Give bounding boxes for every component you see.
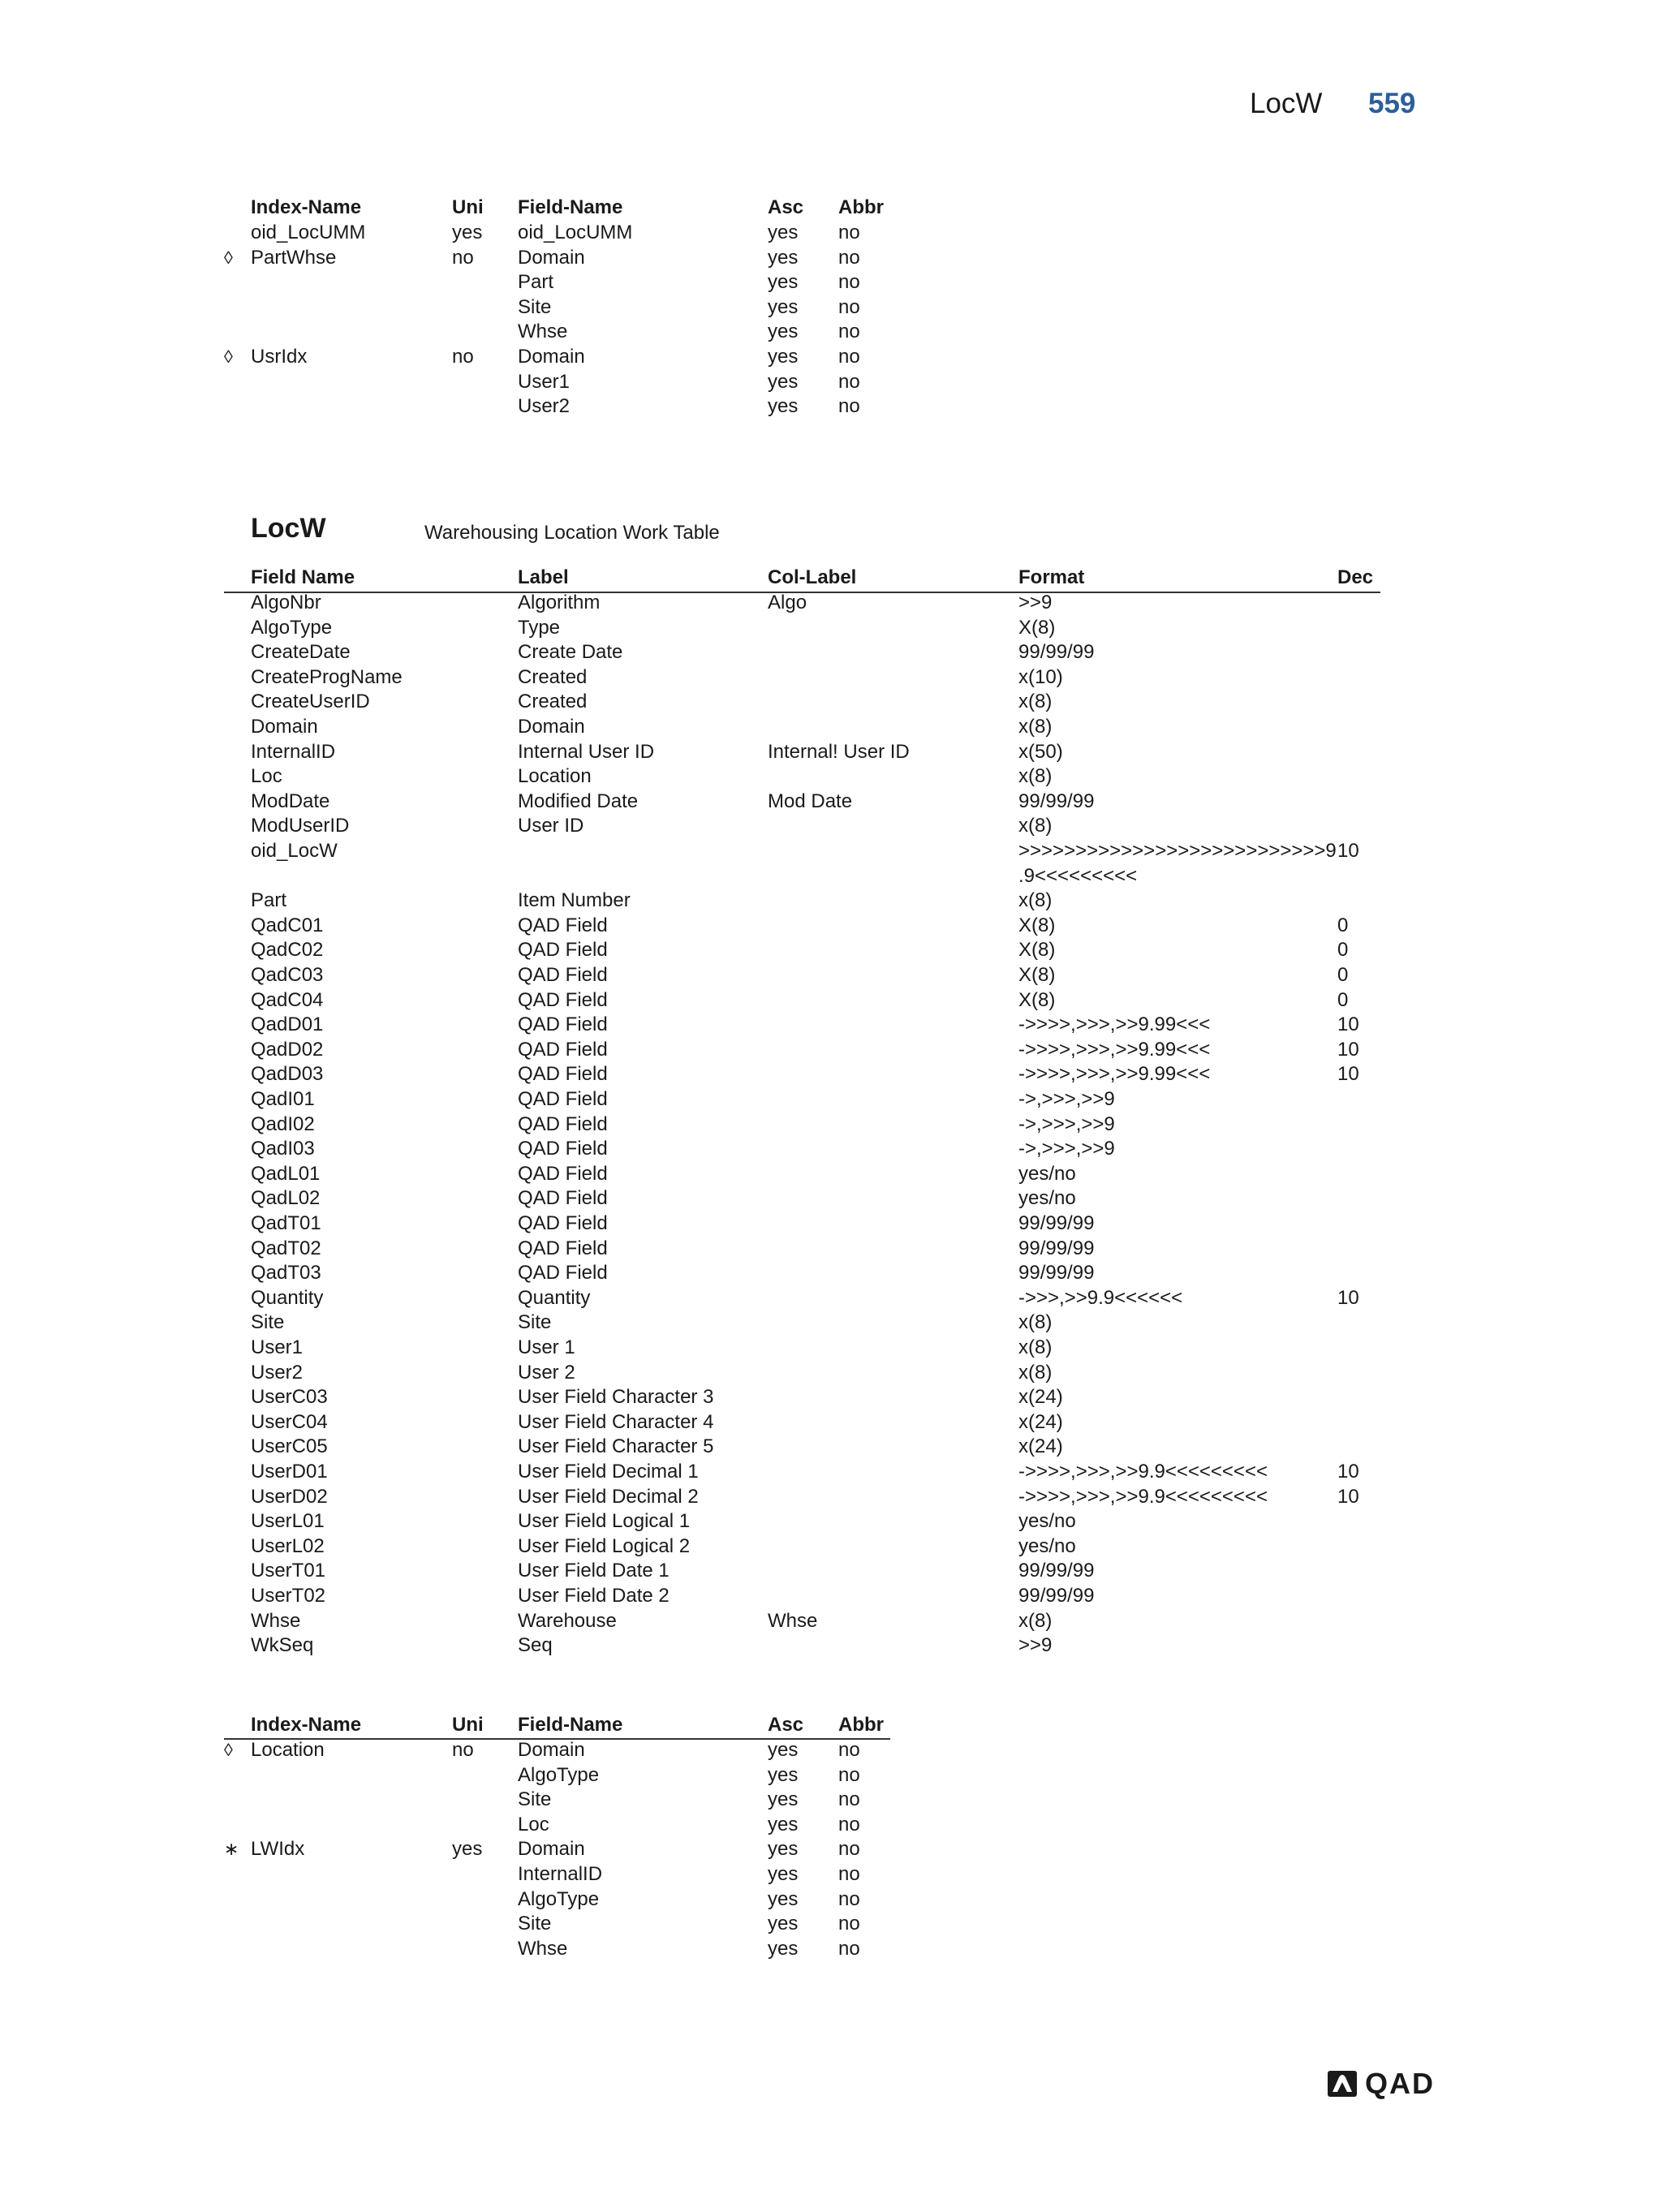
label-cell: QAD Field <box>518 1113 608 1135</box>
table-row <box>0 1136 1662 1161</box>
label-cell: QAD Field <box>518 1088 608 1110</box>
field-name-cell: UserD02 <box>251 1486 328 1508</box>
table-row <box>0 394 1662 419</box>
label-cell: Domain <box>518 716 585 738</box>
col-header-field-name: Field-Name <box>518 1714 623 1736</box>
label-cell: QAD Field <box>518 1187 608 1209</box>
field-name-cell: QadC02 <box>251 939 324 961</box>
table-row <box>0 789 1662 814</box>
label-cell: User Field Character 3 <box>518 1386 714 1408</box>
abbr-cell: no <box>838 295 860 318</box>
field-name-cell: Domain <box>518 1739 585 1761</box>
qad-logo <box>1328 2068 1445 2100</box>
label-cell: User Field Decimal 1 <box>518 1461 699 1483</box>
format-cell: x(8) <box>1018 815 1053 837</box>
index-marker: ◊ <box>224 247 233 268</box>
table-row <box>0 319 1662 344</box>
table-row <box>0 863 1662 889</box>
format-cell: >>9 <box>1018 1634 1053 1656</box>
dec-cell: 10 <box>1337 1287 1359 1309</box>
dec-cell: 10 <box>1337 1461 1359 1483</box>
abbr-cell: no <box>838 395 860 418</box>
abbr-cell: no <box>838 1763 860 1786</box>
format-cell: 99/99/99 <box>1018 1560 1095 1582</box>
dec-cell: 10 <box>1337 1063 1359 1085</box>
abbr-cell: no <box>838 222 860 243</box>
table-row <box>0 1310 1662 1335</box>
table-row <box>0 888 1662 913</box>
label-cell: Algorithm <box>518 592 601 613</box>
field-name-cell: QadC04 <box>251 989 324 1011</box>
table-row <box>0 1508 1662 1534</box>
abbr-cell: no <box>838 1887 860 1910</box>
format-cell: x(8) <box>1018 1610 1053 1632</box>
field-name-cell: QadL02 <box>251 1187 321 1209</box>
field-name-cell: QadT02 <box>251 1237 321 1259</box>
table-row <box>0 1484 1662 1509</box>
field-name-cell: User1 <box>251 1336 304 1358</box>
table-row <box>0 220 1662 245</box>
abbr-cell: no <box>838 1788 860 1811</box>
table-row <box>0 813 1662 838</box>
col-label-cell: Internal! User ID <box>768 741 910 763</box>
table-row <box>0 962 1662 988</box>
table-row <box>0 1737 1662 1762</box>
field-name-cell: Domain <box>518 1838 585 1861</box>
format-cell: yes/no <box>1018 1510 1076 1532</box>
format-cell: ->,>>>,>>9 <box>1018 1138 1115 1160</box>
table-row <box>0 1787 1662 1812</box>
field-name-cell: QadI03 <box>251 1138 315 1160</box>
label-cell: Created <box>518 666 588 688</box>
field-name-cell: QadI01 <box>251 1088 315 1110</box>
index-name-cell: UsrIdx <box>251 346 308 368</box>
field-name-cell: InternalID <box>251 741 336 763</box>
field-name-cell: oid_LocUMM <box>518 222 633 243</box>
field-name-cell: WkSeq <box>251 1634 314 1656</box>
table-row <box>0 714 1662 739</box>
format-cell: X(8) <box>1018 617 1056 639</box>
format-cell: 99/99/99 <box>1018 641 1095 663</box>
table-row <box>0 1911 1662 1936</box>
dec-cell: 0 <box>1337 939 1349 961</box>
dec-cell: 0 <box>1337 989 1349 1011</box>
field-name-cell: UserT01 <box>251 1560 326 1582</box>
dec-cell: 10 <box>1337 840 1359 862</box>
asc-cell: yes <box>768 346 799 368</box>
field-name-cell: UserC05 <box>251 1435 328 1457</box>
field-name-cell: CreateUserID <box>251 691 370 712</box>
table-row <box>0 1836 1662 1861</box>
table-row <box>0 838 1662 863</box>
field-name-cell: QadI02 <box>251 1113 315 1135</box>
format-cell: x(8) <box>1018 1362 1053 1384</box>
table-row <box>0 615 1662 640</box>
col-header-format: Format <box>1018 566 1085 588</box>
field-name-cell: QadL01 <box>251 1163 321 1185</box>
table-row <box>0 1583 1662 1608</box>
index-marker: ◊ <box>224 1740 233 1760</box>
field-name-cell: CreateDate <box>251 641 351 663</box>
label-cell: User 1 <box>518 1336 575 1358</box>
field-name-cell: UserC04 <box>251 1411 328 1433</box>
label-cell: Modified Date <box>518 790 639 812</box>
format-cell: 99/99/99 <box>1018 1262 1095 1284</box>
abbr-cell: no <box>838 246 860 269</box>
format-cell: x(24) <box>1018 1411 1063 1433</box>
field-name-cell: Domain <box>518 346 585 368</box>
table-row <box>0 1633 1662 1658</box>
label-cell: QAD Field <box>518 939 608 961</box>
format-cell: ->>>,>>9.9<<<<<< <box>1018 1287 1183 1309</box>
asc-cell: yes <box>768 395 799 418</box>
table-row <box>0 1887 1662 1912</box>
index-name-cell: LWIdx <box>251 1838 305 1861</box>
table-row <box>0 1534 1662 1559</box>
format-cell: x(8) <box>1018 765 1053 787</box>
table-row <box>0 739 1662 764</box>
index-name-cell: oid_LocUMM <box>251 222 366 243</box>
table-row <box>0 639 1662 665</box>
asc-cell: yes <box>768 1838 799 1861</box>
format-cell: ->>>>,>>>,>>9.99<<< <box>1018 1013 1211 1035</box>
abbr-cell: no <box>838 1739 860 1761</box>
table-row <box>0 1936 1662 1961</box>
format-cell: X(8) <box>1018 914 1056 936</box>
col-header-asc: Asc <box>768 196 804 218</box>
format-cell: x(8) <box>1018 716 1053 738</box>
dec-cell: 10 <box>1337 1039 1359 1061</box>
table-row <box>0 665 1662 690</box>
field-name-cell: oid_LocW <box>251 840 338 862</box>
field-name-cell: Quantity <box>251 1287 324 1309</box>
field-name-cell: QadT03 <box>251 1262 321 1284</box>
field-name-cell: UserL02 <box>251 1535 325 1557</box>
label-cell: QAD Field <box>518 1063 608 1085</box>
asc-cell: yes <box>768 1937 799 1960</box>
table-row <box>0 1012 1662 1037</box>
abbr-cell: no <box>838 271 860 294</box>
format-cell: 99/99/99 <box>1018 790 1095 812</box>
asc-cell: yes <box>768 1913 799 1935</box>
field-name-cell: Whse <box>518 1937 568 1960</box>
format-cell: ->,>>>,>>9 <box>1018 1113 1115 1135</box>
col-label-cell: Algo <box>768 592 807 613</box>
dec-cell: 0 <box>1337 914 1349 936</box>
field-name-cell: AlgoType <box>518 1763 600 1786</box>
format-cell: ->,>>>,>>9 <box>1018 1088 1115 1110</box>
abbr-cell: no <box>838 1937 860 1960</box>
asc-cell: yes <box>768 1763 799 1786</box>
table-row <box>0 689 1662 714</box>
field-name-cell: UserC03 <box>251 1386 328 1408</box>
label-cell: QAD Field <box>518 1237 608 1259</box>
abbr-cell: no <box>838 1913 860 1935</box>
field-name-cell: UserT02 <box>251 1585 326 1607</box>
table-row <box>0 1061 1662 1087</box>
table-row <box>0 913 1662 938</box>
uni-cell: no <box>452 246 474 269</box>
field-name-cell: UserD01 <box>251 1461 328 1483</box>
col-header-dec: Dec <box>1337 566 1374 588</box>
table-row <box>0 295 1662 320</box>
format-cell: x(24) <box>1018 1386 1063 1408</box>
field-name-cell: Site <box>251 1311 285 1333</box>
label-cell: User Field Decimal 2 <box>518 1486 699 1508</box>
format-cell: X(8) <box>1018 989 1056 1011</box>
format-cell: .9<<<<<<<<< <box>1018 865 1138 887</box>
format-cell: ->>>>,>>>,>>9.9<<<<<<<<< <box>1018 1461 1268 1483</box>
label-cell: QAD Field <box>518 1262 608 1284</box>
field-name-cell: Domain <box>518 246 585 269</box>
field-name-cell: Site <box>518 1788 552 1811</box>
abbr-cell: no <box>838 1863 860 1885</box>
field-name-cell: QadD02 <box>251 1039 324 1061</box>
abbr-cell: no <box>838 1813 860 1835</box>
field-name-cell: InternalID <box>518 1863 603 1885</box>
field-name-cell: ModUserID <box>251 815 350 837</box>
table-name: LocW <box>251 513 326 544</box>
asc-cell: yes <box>768 295 799 318</box>
table-row <box>0 344 1662 369</box>
format-cell: x(8) <box>1018 1311 1053 1333</box>
table-row <box>0 937 1662 962</box>
abbr-cell: no <box>838 321 860 343</box>
label-cell: User Field Date 2 <box>518 1585 670 1607</box>
index-table-bottom-header <box>0 1712 1662 1737</box>
field-name-cell: AlgoType <box>251 617 333 639</box>
field-name-cell: AlgoNbr <box>251 592 321 613</box>
asc-cell: yes <box>768 271 799 294</box>
table-row <box>0 1812 1662 1837</box>
table-row <box>0 764 1662 789</box>
table-row <box>0 269 1662 295</box>
abbr-cell: no <box>838 1838 860 1861</box>
field-name-cell: AlgoType <box>518 1887 600 1910</box>
label-cell: QAD Field <box>518 1163 608 1185</box>
label-cell: QAD Field <box>518 1013 608 1035</box>
field-name-cell: User2 <box>518 395 571 418</box>
table-row <box>0 1384 1662 1409</box>
field-name-cell: Domain <box>251 716 318 738</box>
label-cell: Quantity <box>518 1287 591 1309</box>
label-cell: Internal User ID <box>518 741 655 763</box>
table-row <box>0 1335 1662 1360</box>
index-name-cell: Location <box>251 1739 325 1761</box>
col-header-index-name: Index-Name <box>251 1714 362 1736</box>
col-header-abbr: Abbr <box>838 1714 884 1736</box>
col-header-col-label: Col-Label <box>768 566 857 588</box>
field-name-cell: Site <box>518 1913 552 1935</box>
label-cell: User Field Character 5 <box>518 1435 714 1457</box>
label-cell: User Field Logical 2 <box>518 1535 691 1557</box>
format-cell: x(8) <box>1018 889 1053 911</box>
label-cell: User 2 <box>518 1362 575 1384</box>
asc-cell: yes <box>768 1739 799 1761</box>
table-row <box>0 1260 1662 1285</box>
format-cell: x(8) <box>1018 691 1053 712</box>
uni-cell: no <box>452 346 474 368</box>
table-row <box>0 1360 1662 1385</box>
label-cell: User ID <box>518 815 584 837</box>
field-name-cell: CreateProgName <box>251 666 403 688</box>
field-name-cell: Loc <box>251 765 282 787</box>
label-cell: Item Number <box>518 889 631 911</box>
table-row <box>0 1112 1662 1137</box>
field-name-cell: QadD01 <box>251 1013 324 1035</box>
label-cell: Type <box>518 617 561 639</box>
uni-cell: yes <box>452 1838 483 1861</box>
label-cell: QAD Field <box>518 1039 608 1061</box>
format-cell: x(24) <box>1018 1435 1063 1457</box>
asc-cell: yes <box>768 321 799 343</box>
uni-cell: no <box>452 1739 474 1761</box>
label-cell: Seq <box>518 1634 553 1656</box>
field-name-cell: Part <box>518 271 554 294</box>
format-cell: ->>>>,>>>,>>9.9<<<<<<<<< <box>1018 1486 1268 1508</box>
index-name-cell: PartWhse <box>251 246 337 269</box>
table-row <box>0 1211 1662 1236</box>
label-cell: Site <box>518 1311 552 1333</box>
field-name-cell: Site <box>518 295 552 318</box>
table-row <box>0 369 1662 394</box>
col-header-asc: Asc <box>768 1714 804 1736</box>
abbr-cell: no <box>838 346 860 368</box>
field-name-cell: QadD03 <box>251 1063 324 1085</box>
table-row <box>0 1762 1662 1788</box>
format-cell: x(8) <box>1018 1336 1053 1358</box>
asc-cell: yes <box>768 1887 799 1910</box>
index-marker: ∗ <box>224 1839 239 1860</box>
format-cell: ->>>>,>>>,>>9.99<<< <box>1018 1039 1211 1061</box>
table-row <box>0 1285 1662 1310</box>
page-number: 559 <box>1368 88 1416 119</box>
index-table-top-header <box>0 195 1662 220</box>
col-header-abbr: Abbr <box>838 196 884 218</box>
label-cell: User Field Logical 1 <box>518 1510 691 1532</box>
table-row <box>0 1608 1662 1633</box>
format-cell: >>9 <box>1018 592 1053 613</box>
format-cell: >>>>>>>>>>>>>>>>>>>>>>>>>>>9 <box>1018 840 1337 862</box>
uni-cell: yes <box>452 222 483 243</box>
col-header-field-name: Field-Name <box>518 196 623 218</box>
format-cell: 99/99/99 <box>1018 1585 1095 1607</box>
dec-cell: 10 <box>1337 1486 1359 1508</box>
col-header-index-name: Index-Name <box>251 196 362 218</box>
qad-logo-text: QAD <box>1365 2067 1435 2100</box>
format-cell: ->>>>,>>>,>>9.99<<< <box>1018 1063 1211 1085</box>
label-cell: Created <box>518 691 588 712</box>
field-name-cell: QadC01 <box>251 914 324 936</box>
label-cell: QAD Field <box>518 1138 608 1160</box>
field-name-cell: Whse <box>251 1610 301 1632</box>
table-row <box>0 1037 1662 1062</box>
table-row <box>0 1558 1662 1583</box>
table-row <box>0 1186 1662 1211</box>
table-row <box>0 988 1662 1013</box>
table-row <box>0 245 1662 270</box>
table-row <box>0 1459 1662 1484</box>
field-name-cell: User1 <box>518 370 571 393</box>
label-cell: QAD Field <box>518 989 608 1011</box>
col-header-uni: Uni <box>452 1714 484 1736</box>
field-table-header <box>0 565 1662 590</box>
asc-cell: yes <box>768 1813 799 1835</box>
format-cell: X(8) <box>1018 964 1056 986</box>
label-cell: User Field Date 1 <box>518 1560 670 1582</box>
field-name-cell: ModDate <box>251 790 330 812</box>
col-header-label: Label <box>518 566 569 588</box>
table-row <box>0 1409 1662 1435</box>
field-name-cell: User2 <box>251 1362 304 1384</box>
label-cell: QAD Field <box>518 964 608 986</box>
field-name-cell: Whse <box>518 321 568 343</box>
table-row <box>0 1087 1662 1112</box>
asc-cell: yes <box>768 1788 799 1811</box>
label-cell: Warehouse <box>518 1610 617 1632</box>
field-name-cell: QadT01 <box>251 1212 321 1234</box>
label-cell: QAD Field <box>518 914 608 936</box>
field-name-cell: Part <box>251 889 287 911</box>
format-cell: yes/no <box>1018 1187 1076 1209</box>
col-label-cell: Whse <box>768 1610 818 1632</box>
col-header-uni: Uni <box>452 196 484 218</box>
col-label-cell: Mod Date <box>768 790 853 812</box>
dec-cell: 10 <box>1337 1013 1359 1035</box>
format-cell: 99/99/99 <box>1018 1212 1095 1234</box>
col-header-field-name: Field Name <box>251 566 355 588</box>
format-cell: X(8) <box>1018 939 1056 961</box>
field-name-cell: QadC03 <box>251 964 324 986</box>
page-header-title: LocW <box>1250 88 1323 119</box>
asc-cell: yes <box>768 246 799 269</box>
label-cell: User Field Character 4 <box>518 1411 714 1433</box>
asc-cell: yes <box>768 222 799 243</box>
label-cell: Create Date <box>518 641 623 663</box>
table-row <box>0 1161 1662 1186</box>
abbr-cell: no <box>838 370 860 393</box>
format-cell: yes/no <box>1018 1163 1076 1185</box>
table-row <box>0 1434 1662 1459</box>
table-row <box>0 1861 1662 1887</box>
format-cell: x(10) <box>1018 666 1063 688</box>
dec-cell: 0 <box>1337 964 1349 986</box>
index-marker: ◊ <box>224 346 233 367</box>
format-cell: x(50) <box>1018 741 1063 763</box>
label-cell: QAD Field <box>518 1212 608 1234</box>
table-description: Warehousing Location Work Table <box>424 522 720 544</box>
field-name-cell: Loc <box>518 1813 549 1835</box>
format-cell: yes/no <box>1018 1535 1076 1557</box>
asc-cell: yes <box>768 370 799 393</box>
table-row <box>0 590 1662 615</box>
asc-cell: yes <box>768 1863 799 1885</box>
label-cell: Location <box>518 765 592 787</box>
table-row <box>0 1236 1662 1261</box>
field-name-cell: UserL01 <box>251 1510 325 1532</box>
format-cell: 99/99/99 <box>1018 1237 1095 1259</box>
